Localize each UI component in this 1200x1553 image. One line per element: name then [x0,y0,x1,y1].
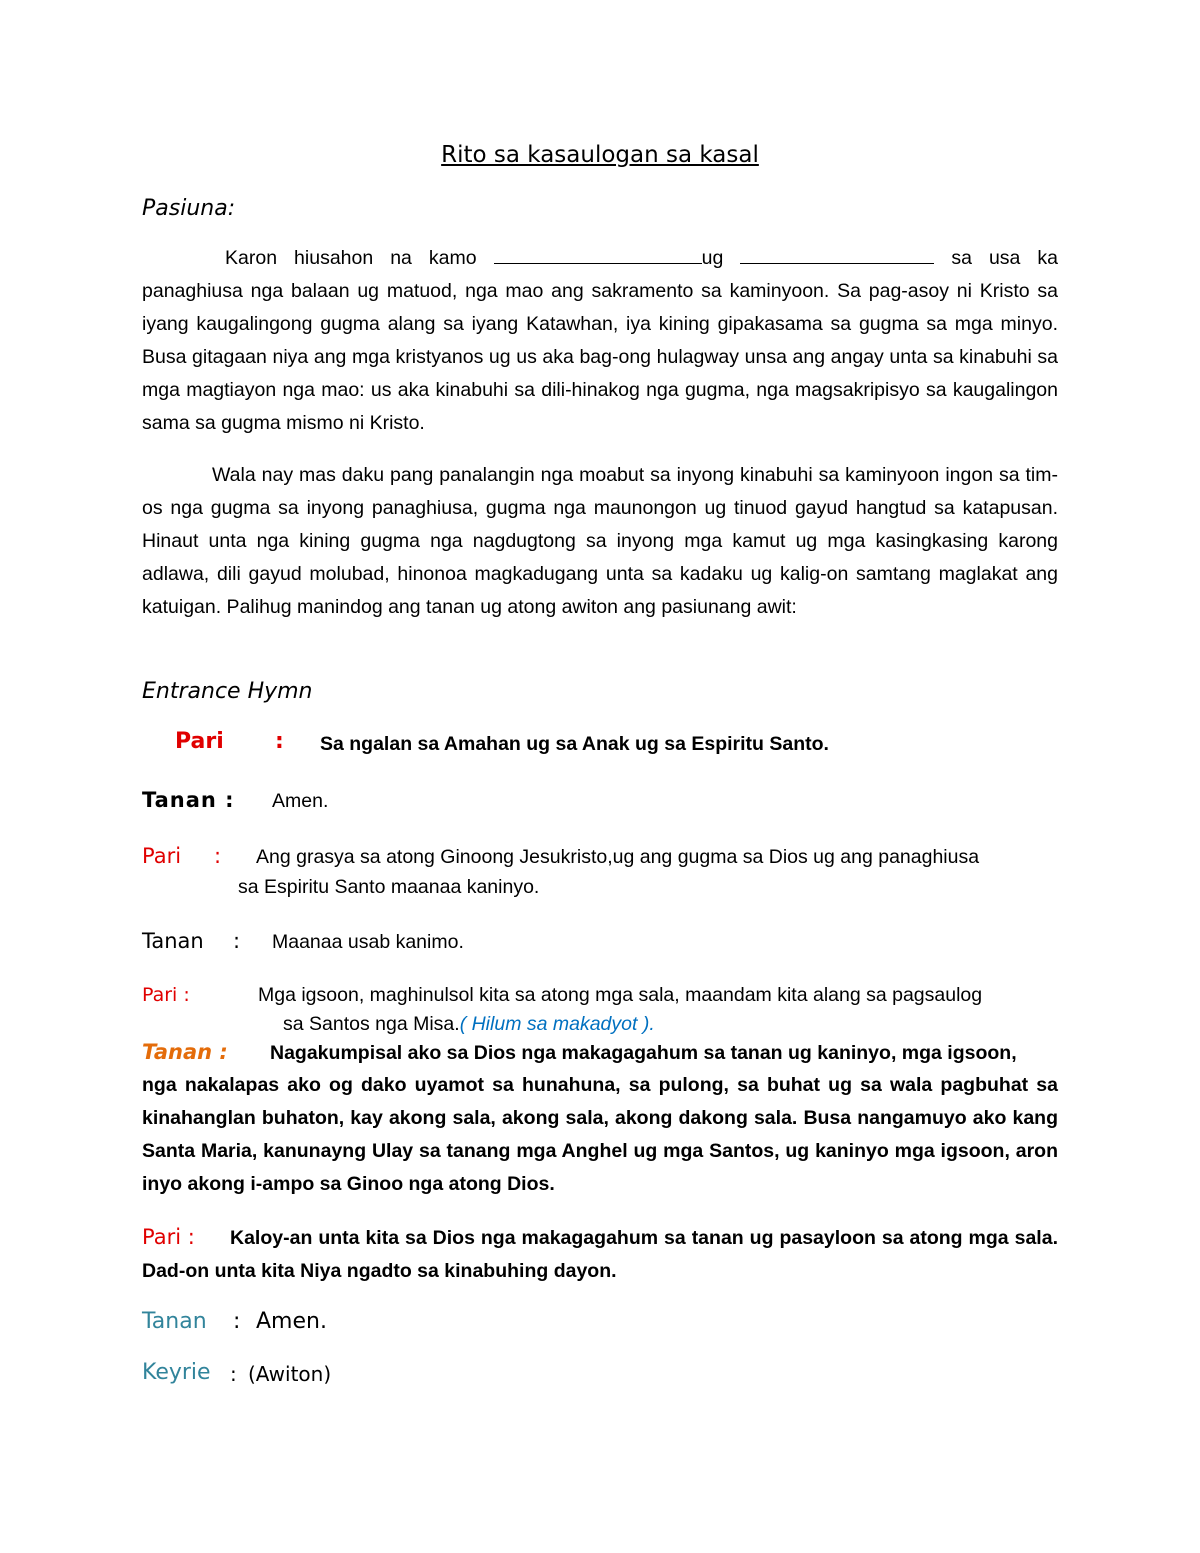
pasiuna-paragraph-1 [142,242,1058,440]
speaker-pari-4: Pari : [142,1225,195,1249]
line-4-text: Maanaa usab kanimo. [272,931,464,953]
speaker-colon-3: : [214,844,222,868]
pasiuna-heading: Pasiuna: [142,196,236,221]
speaker-pari-3: Pari : [142,984,190,1006]
line-5-text-b-wrap [283,1013,655,1036]
line-6-text-rest: nga nakalapas ako og dako uyamot sa hunahuna, sa pulong, sa buhat ug sa wala pagbuhat sa kinahanglan buhaton, kay akong sala, akong sala, akong dakong sala. Busa nangamuyo ako kang Santa Maria, kanunayng Ulay sa tanang mga Anghel ug mga Santos, ug kaninyo mga igsoon, aron inyo akong i-ampo sa Ginoo nga atong Dios. [142,1074,1058,1195]
speaker-colon-9: : [230,1362,237,1386]
line-7-text: Kaloy-an unta kita sa Dios nga makagagahum sa tanan ug pasayloon sa atong mga sala. Dad-on unta kita Niya ngadto sa kinabuhing dayon. [142,1227,1058,1282]
document-title: Rito sa kasaulogan sa kasal [441,142,759,168]
line-8-text: Amen. [256,1309,327,1334]
p1-rest: sa usa ka panaghiusa nga balaan ug matuod, nga mao ang sakramento sa kaminyoon. Sa pag-asoy ni Kristo sa iyang kaugalingong gugma alang sa iyang Katawhan, iya kining gipakasama sa gugma sa mga minyo. Busa gitagaan niya ang mga kristyanos ug us aka bag-ong hulagway unsa ang angay unta sa kinabuhi sa mga magtiayon nga mao: us aka kinabuhi sa dili-hinakog nga gugma, nga magsakripisyo sa kaugalingon sama sa gugma mismo ni Kristo. [142,247,1059,434]
line-1-text: Sa ngalan sa Amahan ug sa Anak ug sa Espiritu Santo. [320,733,829,755]
speaker-tanan-2: Tanan [142,929,204,953]
line-7-paragraph [142,1222,1058,1288]
speaker-keyrie: Keyrie [142,1360,211,1385]
speaker-colon-8: : [233,1309,241,1334]
speaker-tanan-3: Tanan : [142,1040,228,1064]
speaker-tanan-1: Tanan : [142,788,235,812]
p1-start: Karon hiusahon na kamo [225,247,494,269]
speaker-pari-2: Pari [142,844,182,868]
line-3-text-a: Ang grasya sa atong Ginoong Jesukristo,ug ang gugma sa Dios ug ang panaghiusa [256,846,980,868]
speaker-colon-4: : [233,929,241,953]
line-6-text-first: Nagakumpisal ako sa Dios nga makagagahum sa tanan ug kaninyo, mga igsoon, [270,1042,1017,1064]
pasiuna-paragraph-2 [142,459,1058,624]
line-2-text: Amen. [272,790,329,812]
p2-text: Wala nay mas daku pang panalangin nga moabut sa inyong kinabuhi sa kaminyoon ingon sa tim-os nga gugma sa inyong panaghiusa, gugma nga maunongon ug tinuod gayud hangtud sa katapusan. Hinaut unta nga kining gugma nga nagdugtong sa inyong mga kamut ug mga kasingkasing karong adlawa, dili gayud molubad, hinonoa magkadugang unta sa kadaku ug kalig-on samtang maglakat ang katuigan. Palihug manindog ang tanan ug atong awiton ang pasiunang awit: [142,464,1058,618]
entrance-hymn-heading: Entrance Hymn [142,679,313,704]
line-9-text: (Awiton) [248,1362,332,1386]
speaker-colon-1: : [275,729,284,754]
name-blank-1[interactable] [494,245,702,264]
speaker-pari-1: Pari [175,729,224,754]
line-5-text-a: Mga igsoon, maghinulsol kita sa atong mga sala, maandam kita alang sa pagsaulog [258,984,983,1006]
p1-ug: ug [701,247,741,269]
line-5-note: ( Hilum sa makadyot ). [459,1013,655,1035]
name-blank-2[interactable] [740,245,934,264]
speaker-tanan-4: Tanan [142,1309,207,1334]
line-3-text-b: sa Espiritu Santo maanaa kaninyo. [238,876,540,898]
line-5-text-b: sa Santos nga Misa. [283,1013,460,1035]
